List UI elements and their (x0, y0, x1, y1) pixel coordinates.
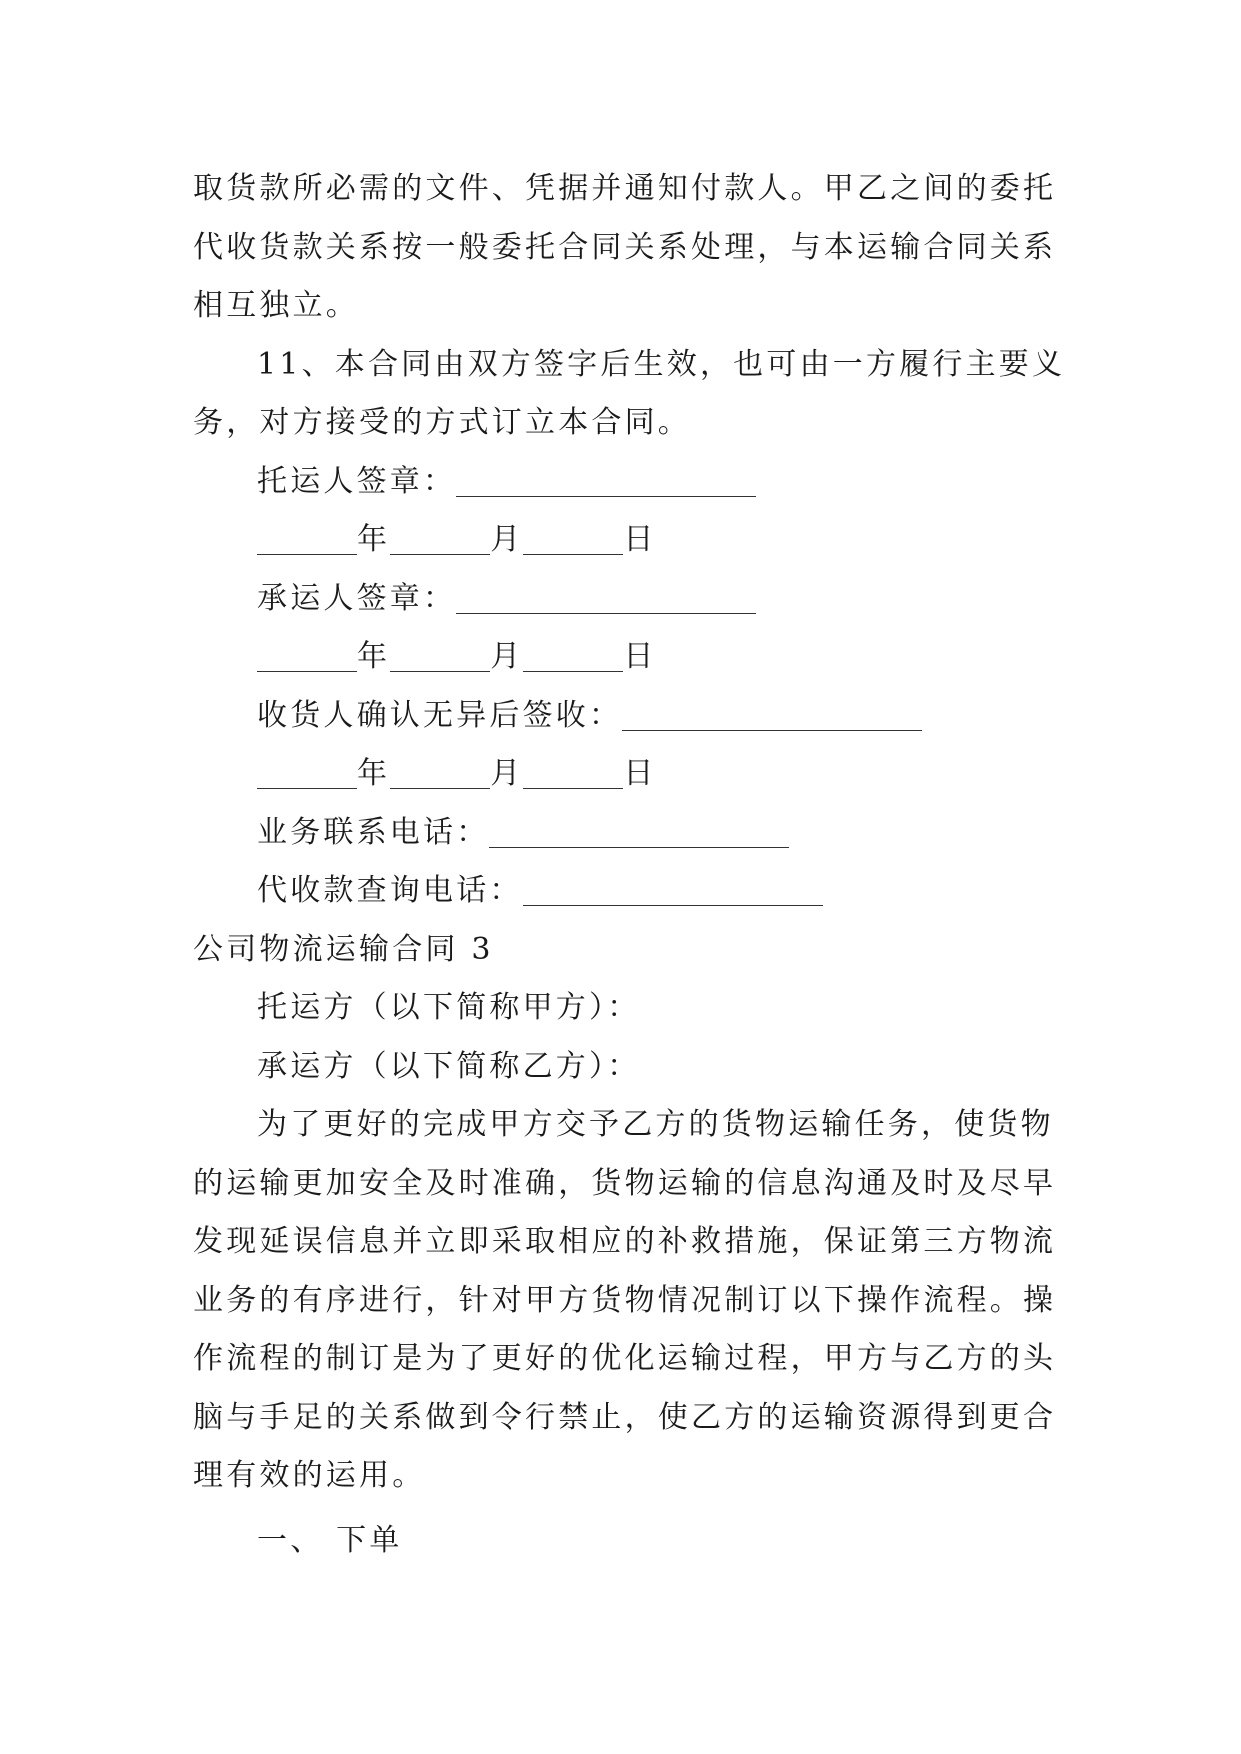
year-blank[interactable] (257, 524, 357, 555)
intro-paragraph (193, 1096, 1057, 1506)
month-label: 月 (490, 756, 524, 791)
consignee-signature-line (193, 687, 1053, 746)
consignee-date-line (193, 745, 1053, 804)
text-line: 业务的有序进行，针对甲方货物情况制订以下操作流程。操 (193, 1282, 1057, 1318)
text-line: 代收货款关系按一般委托合同关系处理，与本运输合同关系 (193, 229, 1057, 265)
carrier-date-line (193, 628, 1053, 687)
item-heading: 一、 下单 (257, 1522, 403, 1558)
shipper-signature-line (193, 453, 1053, 512)
cod-phone-line (193, 862, 1053, 921)
year-label: 年 (357, 522, 391, 557)
carrier-signature-blank[interactable] (456, 583, 756, 614)
day-blank[interactable] (523, 641, 623, 672)
carrier-signature-line (193, 570, 1053, 629)
business-phone-blank[interactable] (489, 817, 789, 848)
cod-phone-blank[interactable] (523, 875, 823, 906)
day-label: 日 (623, 522, 657, 557)
text-line: 的运输更加安全及时准确，货物运输的信息沟通及时及尽早 (193, 1165, 1057, 1201)
carrier-signature-label: 承运人签章： (257, 580, 457, 616)
text-line: 11、本合同由双方签字后生效，也可由一方履行主要义 (257, 346, 1066, 382)
day-blank[interactable] (523, 524, 623, 555)
business-phone-line (193, 804, 1053, 863)
year-blank[interactable] (257, 641, 357, 672)
text-line: 作流程的制订是为了更好的优化运输过程，甲方与乙方的头 (193, 1341, 1057, 1376)
text-line: 务，对方接受的方式订立本合同。 (193, 405, 691, 440)
shipper-signature-blank[interactable] (456, 466, 756, 497)
text-line: 发现延误信息并立即采取相应的补救措施，保证第三方物流 (193, 1224, 1057, 1259)
business-phone-label: 业务联系电话： (257, 814, 490, 850)
document-page (193, 160, 1066, 1570)
consignee-signature-label: 收货人确认无异后签收： (257, 697, 623, 733)
year-label: 年 (357, 639, 391, 674)
party-b-line: 承运方（以下简称乙方）： (257, 1048, 641, 1084)
shipper-signature-label: 托运人签章： (257, 463, 457, 499)
month-label: 月 (490, 639, 524, 674)
day-blank[interactable] (523, 758, 623, 789)
shipper-date-line (193, 511, 1053, 570)
text-line: 相互独立。 (193, 288, 359, 323)
text-line: 脑与手足的关系做到令行禁止，使乙方的运输资源得到更合 (193, 1399, 1057, 1435)
text-line: 取货款所必需的文件、凭据并通知付款人。甲乙之间的委托 (193, 171, 1057, 206)
party-a-line: 托运方（以下简称甲方）： (257, 990, 641, 1025)
year-label: 年 (357, 756, 391, 791)
day-label: 日 (623, 756, 657, 791)
clause-11-paragraph (193, 336, 1066, 453)
month-blank[interactable] (390, 641, 490, 672)
year-blank[interactable] (257, 758, 357, 789)
text-line: 理有效的运用。 (193, 1458, 426, 1493)
text-line: 为了更好的完成甲方交予乙方的货物运输任务，使货物 (257, 1107, 1054, 1142)
month-blank[interactable] (390, 524, 490, 555)
continuation-paragraph (193, 160, 1057, 336)
month-blank[interactable] (390, 758, 490, 789)
cod-phone-label: 代收款查询电话： (257, 873, 523, 908)
section-title: 公司物流运输合同 3 (193, 931, 494, 967)
month-label: 月 (490, 522, 524, 557)
day-label: 日 (623, 639, 657, 674)
consignee-signature-blank[interactable] (622, 700, 922, 731)
